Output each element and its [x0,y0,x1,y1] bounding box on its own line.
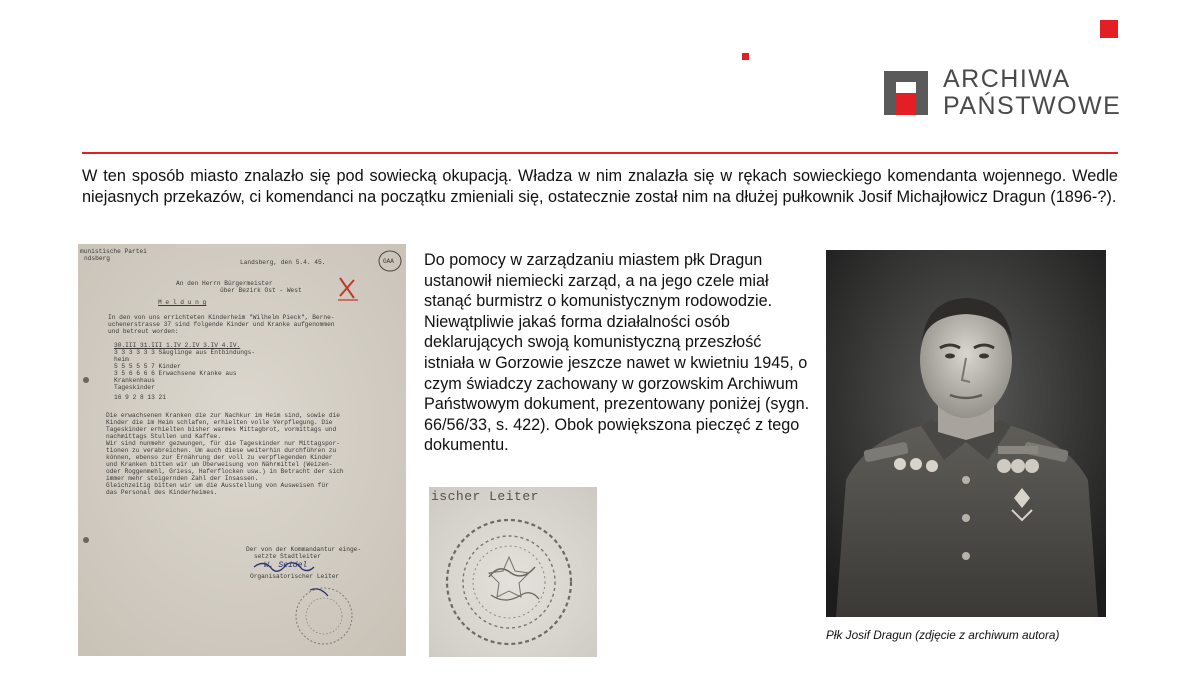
doc-line: setzte Stadtleiter [254,553,321,560]
doc-line: oder Roggenmehl, Griess, Haferflocken usw.) in Betracht der sich [106,468,344,475]
doc-table-header: 30.III 31.III 1.IV 2.IV 3.IV 4.IV. [114,342,241,349]
doc-line: uchenerstrasse 37 sind folgende Kinder und Kranke aufgenommen [108,321,335,328]
doc-line: Gleichzeitig bitten wir um die Ausstellung von Ausweisen für [106,482,329,489]
medal-icon [894,458,938,472]
doc-line: immer mehr steigernden Zahl der Insassen. [106,475,259,482]
doc-table-row: 3 3 3 3 3 3 Säuglinge aus Entbindungs- [114,349,256,356]
doc-line: Der von der Kommandantur einge- [246,546,362,553]
portrait-photo [826,250,1106,617]
doc-annotation: GAA [383,258,394,265]
archival-document-scan [78,244,406,656]
doc-line: ndsberg [84,255,110,262]
doc-line: Organisatorischer Leiter [250,573,340,580]
doc-line: Kinder die im Heim schlafen, erhielten volle Verpflegung. Die [106,419,333,426]
logo-wordmark [943,66,1121,120]
logo-line-1: ARCHIWA [943,65,1071,93]
doc-line: munistische Partei [80,248,147,255]
photo-caption: Płk Josif Dragun (zdjęcie z archiwum autora) [826,628,1060,642]
doc-line: über Bezirk Ost - West [220,287,302,294]
stamp-top-text: ischer Leiter [431,489,539,504]
doc-table-row: 5 5 5 5 5 7 Kinder [114,363,181,370]
doc-date: Landsberg, den 5.4. 45. [240,259,326,266]
logo-line-2: PAŃSTWOWE [943,92,1122,120]
doc-line: Tageskinder erhielten bisher warmes Mittagbrot, vormittags und [106,426,337,433]
decorative-red-square [1100,20,1118,38]
doc-table-row: Tageskinder [114,384,155,391]
doc-title: M e l d u n g [158,299,207,306]
archiwa-logo-icon [884,71,928,115]
decorative-red-square-small [742,53,749,60]
doc-table-row: 3 5 6 6 6 6 Erwachsene Kranke aus [114,370,237,377]
doc-line: nachmittags Stullen und Kaffee. [106,433,222,440]
portrait-illustration [826,250,1106,617]
header-divider [82,152,1118,154]
enlarged-stamp-image [429,487,597,657]
doc-line: Die erwachsenen Kranken die zur Nachkur im Heim sind, sowie die [106,412,340,419]
doc-signature-name: W. Seidel [264,561,308,570]
intro-paragraph: W ten sposób miasto znalazło się pod sowiecką okupacją. Władza w nim znalazła się w rękach sowieckiego komendanta wojennego. Wedle niejasnych przekazów, ci komendanci na początku zmieniali się, ostatecznie został nim na dłużej pułkownik Josif Michajłowicz Dragun (1896-?). [82,167,1118,206]
doc-line: können, ebenso zur Ernährung der voll zu verpflegenden Kinder [106,454,333,461]
doc-line: und betreut worden: [108,328,179,335]
doc-line: das Personal des Kinderheimes. [106,489,218,496]
doc-line: tionen zu verabreichen. Um auch diese weiterhin durchführen zu [106,447,337,454]
main-paragraph: Do pomocy w zarządzaniu miastem płk Dragun ustanowił niemiecki zarząd, a na jego czele miał stanąć burmistrz o komunistycznym rodowodzie. Niewątpliwie jakaś forma działalności osób deklarujących swoją komunistyczną przeszłość istniała w Gorzowie jeszcze nawet w kwietniu 1945, o czym świadczy zachowany w gorzowskim Archiwum Państwowym dokument, prezentowany poniżej (sygn. 66/56/33, s. 422). Obok powiększona pieczęć z tego dokumentu. [424,251,810,455]
doc-line: und Kranken bitten wir um Überweisung von Nährmittel (Weizen- [106,461,333,468]
stamp-seal-graphic [429,487,597,657]
doc-table-row: Krankenhaus [114,377,155,384]
doc-table-row: 16 9 2 8 13 21 [114,394,166,401]
doc-line: An den Herrn Bürgermeister [176,280,273,287]
doc-table-row: heim [114,356,129,363]
doc-line: In den von uns errichteten Kinderheim "Wilhelm Pieck", Berne- [108,314,335,321]
doc-line: Wir sind nunmehr gezwungen, für die Tageskinder nur Mittagspor- [106,440,340,447]
